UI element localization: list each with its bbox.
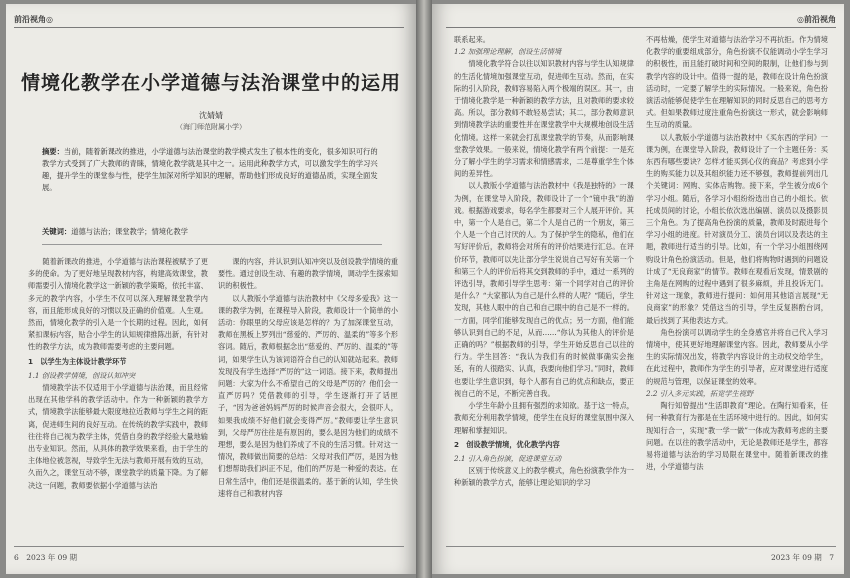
footer-rule <box>14 546 404 547</box>
abstract-text: 当前，随着新课改的推进，小学道德与法治课堂的教学模式发生了根本性的变化，很多知识可行的教学方式受到了广大教师的青睐，情境化教学就是其中之一。运用此种教学方式，可以激发学生的学习兴趣，提升学生的课堂参与性，使学生加深对所学知识的理解，帮助他们形成良好的道德品质，实现全面发展。 <box>42 147 378 192</box>
author-name: 沈婧婧 <box>199 111 223 120</box>
page-folio: 6 2023 年 09 期 <box>14 553 78 562</box>
keywords-text: 道德与法治；课堂教学；情境化教学 <box>71 227 188 236</box>
keywords-label: 关键词： <box>42 227 72 236</box>
right-column-2 <box>646 34 828 544</box>
section-heading: 1 以学生为主体设计教学环节 <box>28 356 127 366</box>
right-page <box>432 4 844 574</box>
paragraph: 角色扮演可以调动学生的全身感官并将自己代入学习情境中，使其更好地理解课堂内容。因此，教师要从小学生的实际情况出发，将教学内容设计的主动权交给学生，在此过程中，教师作为学生的引导者，应对课堂进行适度的规范与管理，以保证课堂的效率。 <box>646 327 828 386</box>
paragraph: 联系起来。 <box>454 35 490 44</box>
keywords <box>42 226 382 238</box>
running-head: ◎前沿视角 <box>797 14 836 24</box>
paragraph: 情境教学法不仅适用于小学道德与法治课，而且经常出现在其他学科的教学活动中。作为一种新颖的教学方式，情境教学法能够最大限度地拉近教师与学生之间的距离，促进师生间的良好互动。在传统的教学实践中，教师往往将自己视为教学主体，凭借自身的教学经验大量地输出专业知识。然而，从具体的教学效果来看，由于学生的主体地位被忽视，导致学生无法与教师开展有效的互动，久而久之，课堂互动不够，课堂教学的质量下降。为了解决这一问题，教师要依据小学道德与法治 <box>28 383 208 490</box>
paragraph: 陶行知曾提出“生活即教育”理论。在陶行知看来，任何一种教育行为都是在生活环境中进行的。因此，如何实现知行合一，实现“教一学一做”一体成为教师考虑的主要问题。在以往的教学活动中，无论是教师还是学生，都容易将道德与法治的学习局限在课堂中。随着新课改的推进，小学道德与法 <box>646 401 828 472</box>
abstract-divider <box>42 244 382 245</box>
subsection-heading: 2.1 引入角色扮演，促进课堂互动 <box>454 453 562 463</box>
paragraph: 以人教版小学道德与法治教材中《我是独特的》一课为例，在课堂导入阶段，教师设计了一个“镜中我”的游戏。根据游戏要求，每名学生都要对三个人展开评价。其中，第一个人是自己，第二个人是自己的一个朋友，第三个人是一个自己讨厌的人。为了保护学生的隐私，他们在写好评价后，教师将会对所有的评价结果进行汇总。在评价环节，教师可以先让部分学生说说自己写好有关第一个和第三个人的评价后将其交到教师的手中，通过一系列的评选引导，教师引导学生思考：第一个同学对自己的评价是什么？“大家都认为自己是什么样的人呢？“随后，学生发现，其他人眼中的自己和自己眼中的自己是不一样的。一方面，同学们能够发现自己的优点；另一方面，他们能够认识到自己的不足，从而……“你认为其他人的评价是正确的吗？”根据教师的引导，学生开始反思自己以往的行为。学生回答：“我认为我们有的时候做事确实会拖延，有的人很踏实、认真，我要向他们学习。”同时，教师也要让学生意识到，每个人都有自己的优点和缺点，要正视自己的不足，不断完善自我。 <box>454 181 634 398</box>
footer-rule <box>446 546 836 547</box>
paragraph: 不再枯燥，使学生对道德与法治学习不再抗拒。作为情境化教学的重要组成部分，角色扮演不仅能调动小学生学习的积极性，而且能打破时间和空间的限制，让他们参与到教学内容的设计中。值得一提的是，教师在设计角色扮演活动时，一定要了解学生的实际情况。一般来说，角色扮演活动能够促使学生在理解知识的同时反思自己的思考方式。但如果教师过度注重角色扮演这一形式，就会影响师生互动的质量。 <box>646 35 828 130</box>
paragraph: 随着新课改的推进，小学道德与法治课程被赋予了更多的使命。为了更好地呈现教材内容，构建高效课堂，教师需要引入情境化教学这一新颖的教学策略，依托丰富、多元的教学内容，小学生不仅可以深入理解课堂教学内容，而且能形成良好的习惯以及正确的价值观。人生观。然而，情境化教学的引入是一个长期的过程。因此，如何紧扣课标内容，贴合小学生的认知规律推陈出新，有针对性的教学方法，成为教师需要考虑的主要问题。 <box>28 257 208 352</box>
paragraph: 情境化教学符合以往以知识教材内容与学生认知规律的生活化情境加强课堂互动，促进师生互动。然而，在实际的引入阶段，教师容易陷入两个极端的误区。其一，由于情境化教学是一种新颖的教学方法，且对教师的要求较高。所以，部分教师不敢轻易尝试；其二，部分教师意识到情境教学法的重要性并在课堂教学中大规模地创设生活化情境。这样一来就会打乱课堂教学的节奏，从而影响课堂教学效果。一般来说，情境化教学有两个前提：一是充分了解小学生的学习需求和情感需求，二是尊重学生个体间的差异性。 <box>454 59 634 179</box>
paragraph: 课的内容，并认识到认知冲突以及创设教学情境的重要性。通过创设生动、有趣的教学情境，调动学生探索知识的积极性。 <box>218 257 398 291</box>
paragraph: 小学生年龄小且拥有强烈的求知欲。基于这一特点，教师充分利用教学情境，使学生在良好的课堂氛围中深入理解和掌握知识。 <box>454 401 634 435</box>
section-heading: 2 创设教学情境，优化教学内容 <box>454 439 560 449</box>
left-page <box>6 4 416 574</box>
right-column-1 <box>454 34 634 544</box>
author-affiliation: （海门师范附属小学） <box>176 123 246 131</box>
left-column-1 <box>28 256 208 544</box>
paragraph: 以人教版小学道德与法治教材中《买东西的学问》一课为例，在课堂导入阶段，教师设计了一个主题任务：买东西有哪些要诀？怎样才能买到心仪的商品？考虑到小学生的购买能力以及其组织能力还不够强，教师提前列出几个关键词：网购、实体店购物。接下来，学生被分成6个学习小组。随后，各学习小组纷纷选出自己的小组长。依托成员间的讨论，小组长依次选出编剧、演员以及摄影员三个角色。为了提高角色扮演的质量，教师及时跟进每个学习小组的进度。针对演员分工、演员台词以及表达的主题，教师进行适当的引导。比如，有一个学习小组围绕网购设计角色扮演活动。但是，他们将购物时遇到的问题设计成了“无良商家”的情节。教师在观看后发现，情景剧的主角是在网购的过程中遇到了很多麻烦，并且投诉无门。针对这一现象，教师进行提问：如何用其他语言展现“无良商家”的形象？凭借这当的引导，学生反复斟酌台词，最后找到了其他表达方式。 <box>646 132 828 325</box>
page-folio: 2023 年 09 期 7 <box>770 553 834 562</box>
paragraph: 以人教版小学道德与法治教材中《父母多爱我》这一课的教学为例，在课程导入阶段，教师设计一个简单的小活动：你眼里的父母应该是怎样的？为了加深课堂互动，教师在黑板上罗列出“慈爱的、严厉的、温柔的”等多个形容词。随后，教师根据念出“慈爱的、严厉的、温柔的”等词，如果学生认为该词语符合自己的认知就站起来。教师发现没有学生选择“严厉的”这一词语。接下来，教师提出问题：大家为什么不希望自己的父母是严厉的？他们会一直严厉吗？凭借教师的引导，学生逐渐打开了话匣子，“因为爸爸妈妈严厉的时候声音会很大，会很吓人，如果我成绩不好他们就会变得严厉。”教师要让学生意识到，父母严厉往往是有原因的，要么是因为他们的成绩不理想，要么是因为他们养成了不良的生活习惯。针对这一情况，教师做出简要的总结：父母对我们严厉，是因为他们想帮助我们纠正不足，他们的严厉是一种爱的表达。在日常生活中，他们还是很温柔的。基于新的认知，学生快速将自己和教材内容 <box>218 293 398 498</box>
paragraph: 区别于传统意义上的教学模式，角色扮演教学作为一种新颖的教学方式，能够让理论知识的学习 <box>454 466 634 488</box>
book-gutter <box>416 0 432 578</box>
subsection-heading: 1.2 加强理论理解，创设生活情境 <box>454 47 562 57</box>
subsection-heading: 2.2 引入多元实践，拓宽学生视野 <box>646 388 754 398</box>
article-title: 情境化教学在小学道德与法治课堂中的运用 <box>20 72 401 94</box>
abstract-label: 摘要： <box>42 147 64 156</box>
left-column-2 <box>218 256 398 544</box>
header-rule <box>446 27 836 28</box>
subsection-heading: 1.1 创设教学情境，创设认知冲突 <box>28 370 136 380</box>
running-head: 前沿视角◎ <box>14 14 53 24</box>
header-rule <box>14 27 404 28</box>
abstract <box>42 146 382 194</box>
